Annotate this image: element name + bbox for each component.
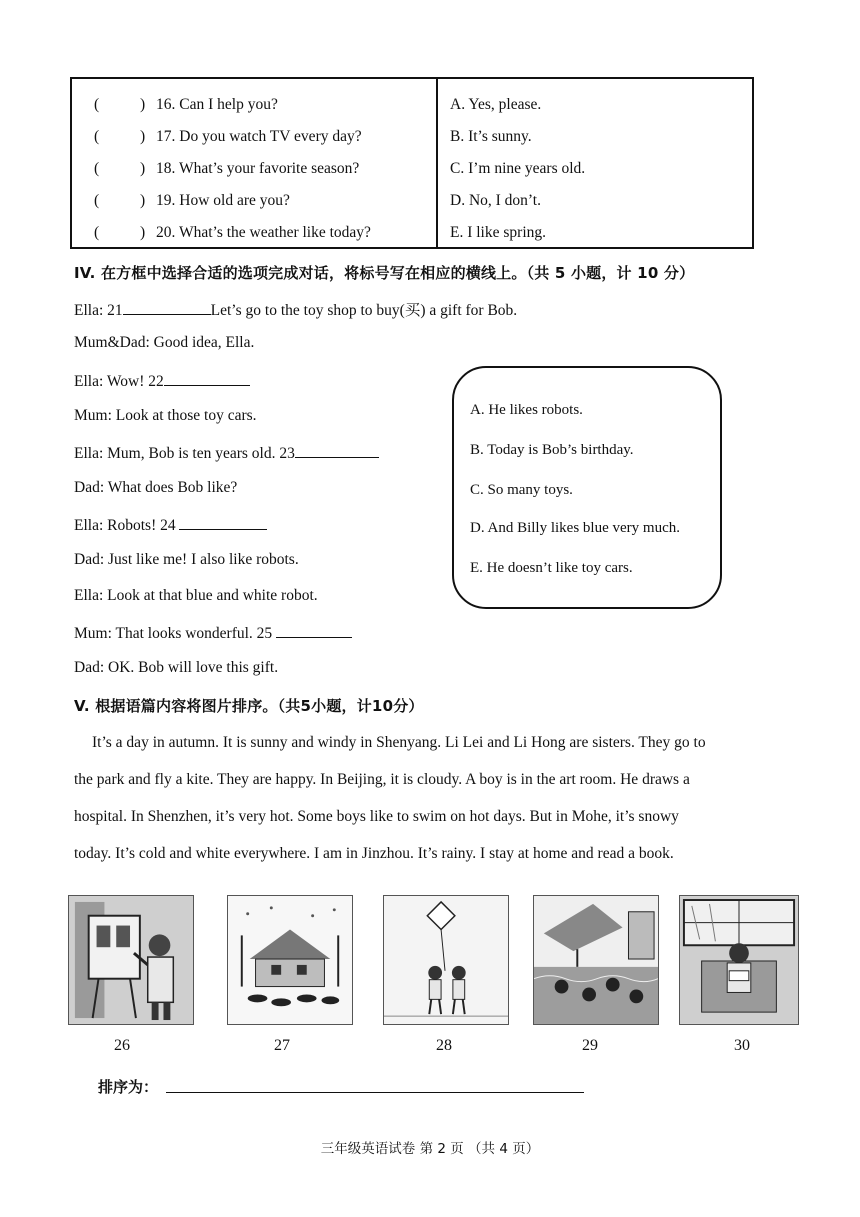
answer-option: E. I like spring. xyxy=(450,224,546,241)
page-footer: 三年级英语试卷 第 2 页 （共 4 页） xyxy=(320,1141,540,1157)
answer-paren-open: ( xyxy=(94,128,100,145)
answer-option: D. No, I don’t. xyxy=(450,192,541,209)
answer-paren-close: ) xyxy=(140,96,146,113)
answer-paren-open: ( xyxy=(94,192,100,209)
picture-number: 28 xyxy=(436,1037,452,1054)
question-text: 18. What’s your favorite season? xyxy=(156,160,360,177)
answer-blank-23[interactable] xyxy=(295,443,379,458)
option-item: C. So many toys. xyxy=(470,482,573,498)
picture-number: 30 xyxy=(734,1037,750,1054)
question-text: 19. How old are you? xyxy=(156,192,290,209)
dialogue-line: Ella: Look at that blue and white robot. xyxy=(74,587,318,604)
art-room-illustration xyxy=(69,896,193,1024)
dialogue-text: Ella: Wow! 22 xyxy=(74,373,164,390)
answer-blank-25[interactable] xyxy=(276,623,352,638)
kite-park-illustration xyxy=(384,896,508,1024)
snowy-house-illustration xyxy=(228,896,352,1024)
answer-paren-close: ) xyxy=(140,192,146,209)
dialogue-text: Ella: Mum, Bob is ten years old. 23 xyxy=(74,445,295,462)
matching-table xyxy=(70,77,754,249)
dialogue-text: Let’s go to the toy shop to buy(买) a gift for Bob. xyxy=(210,302,518,319)
reading-home-illustration xyxy=(680,896,798,1024)
dialogue-line: Mum&Dad: Good idea, Ella. xyxy=(74,334,255,351)
answer-paren-close: ) xyxy=(140,160,146,177)
dialogue-line: Dad: OK. Bob will love this gift. xyxy=(74,659,279,676)
questions-column xyxy=(72,79,438,247)
option-item: E. He doesn’t like toy cars. xyxy=(470,560,633,576)
option-item: B. Today is Bob’s birthday. xyxy=(470,442,634,458)
order-label: 排序为： xyxy=(98,1078,159,1096)
option-item: D. And Billy likes blue very much. xyxy=(470,520,680,536)
answer-blank-21[interactable] xyxy=(123,300,211,315)
passage-line: today. It’s cold and white everywhere. I am in Jinzhou. It’s rainy. I stay at home and read a book. xyxy=(74,845,674,862)
order-answer-line[interactable] xyxy=(166,1092,584,1093)
question-text: 16. Can I help you? xyxy=(156,96,278,113)
section-4-title: IV. 在方框中选择合适的选项完成对话，将标号写在相应的横线上。（共 5 小题，计 10 分） xyxy=(74,264,695,282)
picture-number: 26 xyxy=(114,1037,130,1054)
passage-line: the park and fly a kite. They are happy. In Beijing, it is cloudy. A boy is in the art room. He draws a xyxy=(74,771,690,788)
passage-line: hospital. In Shenzhen, it’s very hot. Some boys like to swim on hot days. But in Mohe, it’s snowy xyxy=(74,808,679,825)
dialogue-line xyxy=(74,371,250,391)
answers-column xyxy=(438,79,752,247)
options-box xyxy=(452,366,722,609)
dialogue-line xyxy=(74,623,352,643)
dialogue-line: Mum: Look at those toy cars. xyxy=(74,407,257,424)
picture-reading-home xyxy=(679,895,799,1025)
answer-option: C. I’m nine years old. xyxy=(450,160,586,177)
picture-number: 29 xyxy=(582,1037,598,1054)
answer-option: B. It’s sunny. xyxy=(450,128,532,145)
picture-swimming-pool xyxy=(533,895,659,1025)
option-item: A. He likes robots. xyxy=(470,402,583,418)
picture-kite-park xyxy=(383,895,509,1025)
answer-paren-open: ( xyxy=(94,160,100,177)
picture-snowy-house xyxy=(227,895,353,1025)
dialogue-line xyxy=(74,298,517,320)
picture-art-room xyxy=(68,895,194,1025)
answer-paren-open: ( xyxy=(94,96,100,113)
answer-paren-close: ) xyxy=(140,224,146,241)
answer-option: A. Yes, please. xyxy=(450,96,542,113)
section-5-title: V. 根据语篇内容将图片排序。（共5小题，计10分） xyxy=(74,697,424,715)
dialogue-line xyxy=(74,515,267,535)
dialogue-line xyxy=(74,443,379,463)
dialogue-speaker-text: Ella: 21 xyxy=(74,302,123,319)
answer-paren-close: ) xyxy=(140,128,146,145)
dialogue-text: Mum: That looks wonderful. 25 xyxy=(74,625,273,642)
answer-blank-22[interactable] xyxy=(164,371,250,386)
question-text: 20. What’s the weather like today? xyxy=(156,224,371,241)
question-text: 17. Do you watch TV every day? xyxy=(156,128,362,145)
picture-number: 27 xyxy=(274,1037,290,1054)
dialogue-line: Dad: Just like me! I also like robots. xyxy=(74,551,299,568)
dialogue-text: Ella: Robots! 24 xyxy=(74,517,176,534)
answer-blank-24[interactable] xyxy=(179,515,267,530)
dialogue-line: Dad: What does Bob like? xyxy=(74,479,238,496)
passage-line: It’s a day in autumn. It is sunny and windy in Shenyang. Li Lei and Li Hong are sisters. They go to xyxy=(92,734,706,751)
answer-paren-open: ( xyxy=(94,224,100,241)
swimming-pool-illustration xyxy=(534,896,658,1024)
